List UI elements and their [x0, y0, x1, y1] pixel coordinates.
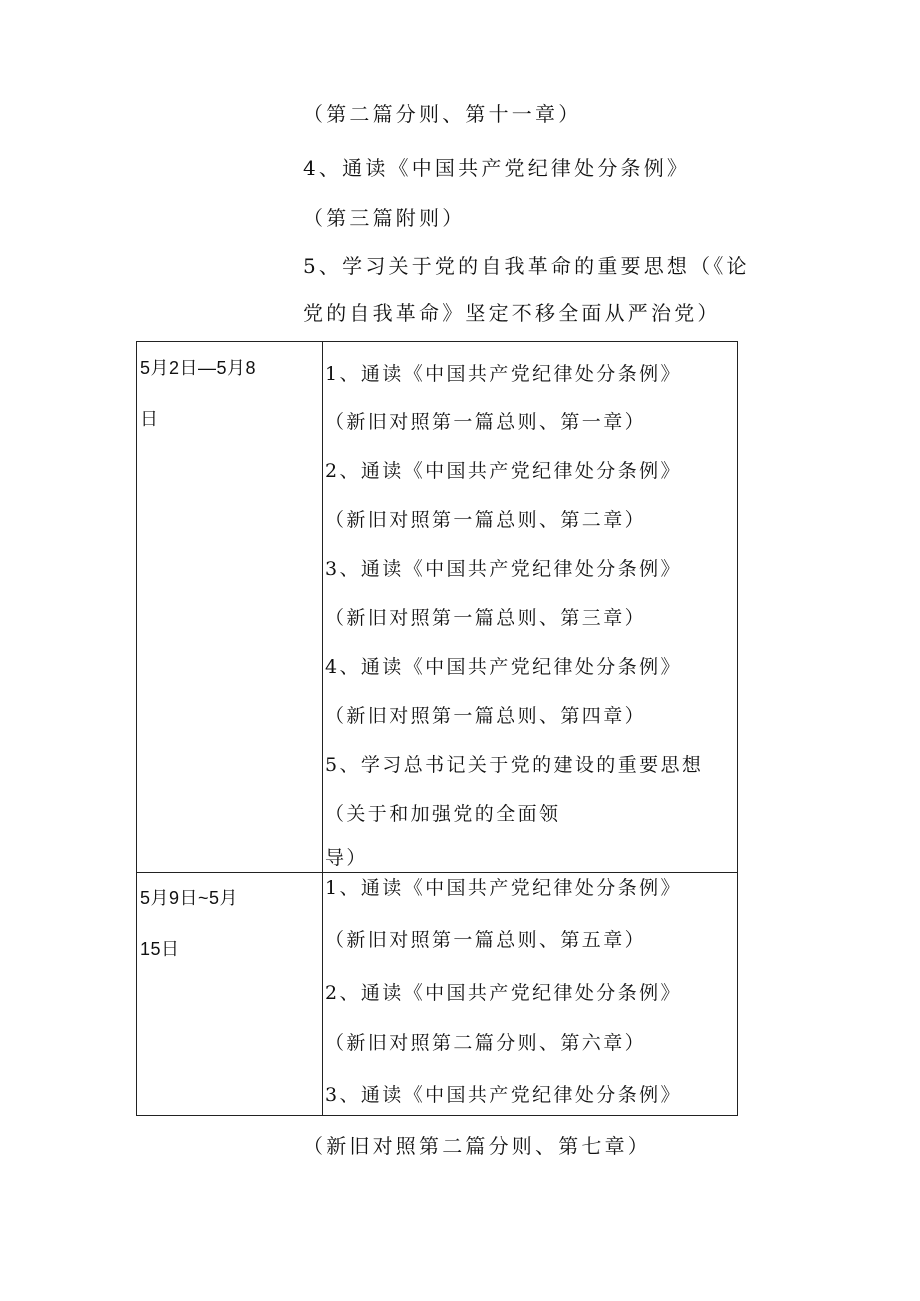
- content-cell-line: 2、通读《中国共产党纪律处分条例》: [325, 460, 682, 482]
- date-cell-line: 日: [140, 409, 159, 429]
- date-cell-line: 15日: [140, 939, 180, 959]
- content-cell-line: 导）: [325, 847, 368, 869]
- date-cell-line: 5月9日~5月: [140, 888, 239, 908]
- content-cell-line: 3、通读《中国共产党纪律处分条例》: [325, 1084, 682, 1106]
- date-cell-line: 5月2日—5月8: [140, 358, 257, 378]
- intro-line-3: （第三篇附则）: [303, 206, 466, 230]
- content-cell-line: （新旧对照第一篇总则、第二章）: [325, 509, 647, 531]
- content-cell-line: （关于和加强党的全面领: [325, 803, 561, 825]
- content-cell-line: 3、通读《中国共产党纪律处分条例》: [325, 558, 682, 580]
- table-column-divider: [322, 341, 323, 1116]
- content-cell-line: 1、通读《中国共产党纪律处分条例》: [325, 363, 682, 385]
- table-border-top: [136, 341, 738, 342]
- intro-line-5: 党的自我革命》坚定不移全面从严治党）: [303, 301, 721, 325]
- content-cell-line: 5、学习总书记关于党的建设的重要思想: [325, 754, 704, 776]
- table-border-right: [737, 341, 738, 1116]
- content-cell-line: 2、通读《中国共产党纪律处分条例》: [325, 982, 682, 1004]
- content-cell-line: 1、通读《中国共产党纪律处分条例》: [325, 877, 682, 899]
- content-cell-line: 4、通读《中国共产党纪律处分条例》: [325, 656, 682, 678]
- footer-line: （新旧对照第二篇分则、第七章）: [303, 1134, 651, 1158]
- intro-line-2: 4、通读《中国共产党纪律处分条例》: [303, 156, 691, 180]
- content-cell-line: （新旧对照第一篇总则、第五章）: [325, 929, 647, 951]
- table-border-left: [136, 341, 137, 1116]
- content-cell-line: （新旧对照第一篇总则、第一章）: [325, 411, 647, 433]
- intro-line-4: 5、学习关于党的自我革命的重要思想（《论: [303, 254, 750, 278]
- intro-line-1: （第二篇分则、第十一章）: [303, 102, 582, 126]
- content-cell-line: （新旧对照第一篇总则、第三章）: [325, 607, 647, 629]
- table-row-divider: [136, 872, 738, 873]
- content-cell-line: （新旧对照第二篇分则、第六章）: [325, 1032, 647, 1054]
- content-cell-line: （新旧对照第一篇总则、第四章）: [325, 705, 647, 727]
- table-border-bottom: [136, 1115, 738, 1116]
